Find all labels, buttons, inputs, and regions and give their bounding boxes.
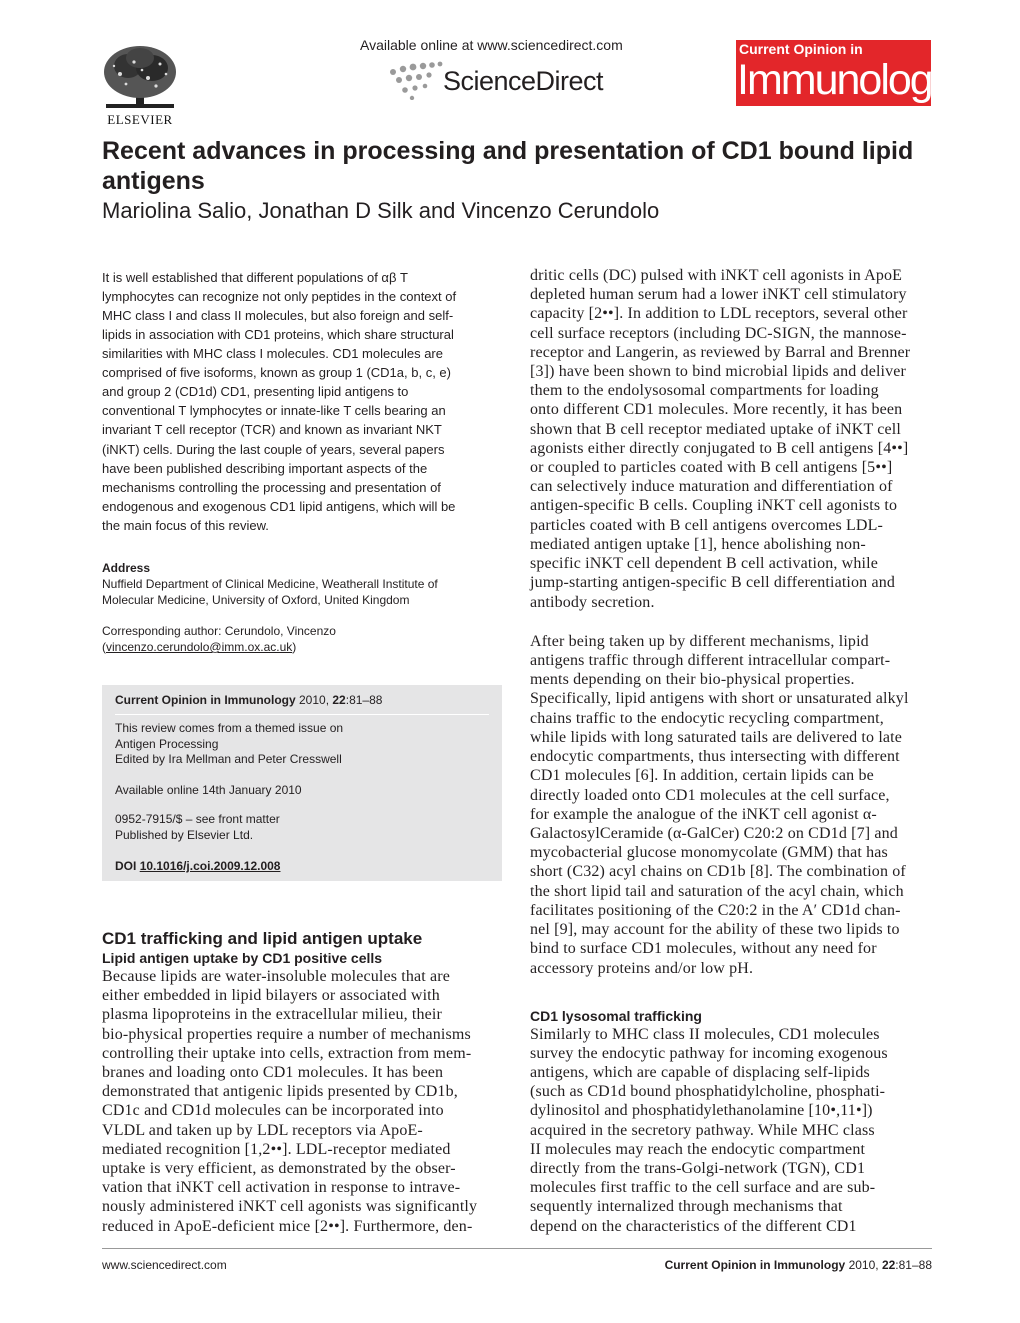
available-online-date: Available online 14th January 2010 <box>115 783 302 797</box>
body-line: CD1c and CD1d molecules can be incorporated into <box>102 1102 444 1119</box>
abstract-line: It is well established that different populations of αβ T <box>102 270 408 285</box>
email-paren: ) <box>292 640 297 654</box>
body-line: dritic cells (DC) pulsed with iNKT cell agonists in ApoE <box>530 267 903 284</box>
themed-issue-editors: Edited by Ira Mellman and Peter Cresswell <box>115 752 342 766</box>
themed-issue-line: This review comes from a themed issue on <box>115 721 344 735</box>
corresponding-author: Corresponding author: Cerundolo, Vincenzo <box>102 624 336 638</box>
body-line: short (C32) acyl chains on CD1b [8]. The combination of <box>530 863 906 880</box>
elsevier-logo <box>98 44 182 126</box>
section-heading: CD1 trafficking and lipid antigen uptake <box>102 929 423 948</box>
body-line: CD1 molecules [6]. In addition, certain lipids can be <box>530 767 874 784</box>
section-heading: CD1 lysosomal trafficking <box>530 1008 702 1024</box>
info-box-divider <box>115 714 489 715</box>
abstract-line: (iNKT) cells. During the last couple of years, several papers <box>102 442 445 457</box>
address-line: Nuffield Department of Clinical Medicine, Weatherall Institute of <box>102 577 438 591</box>
journal-badge-name: Immunology <box>737 56 952 104</box>
abstract-line: conventional T lymphocytes or innate-like T cells bearing an <box>102 403 446 418</box>
email-paren: ( <box>102 640 106 654</box>
address-line: Molecular Medicine, University of Oxford, United Kingdom <box>102 593 410 607</box>
body-line: capacity [2••]. In addition to LDL receptors, several other <box>530 305 908 322</box>
publisher-line: Published by Elsevier Ltd. <box>115 828 254 842</box>
body-line: dylinositol and phosphatidylethanolamine [10•,11•]) <box>530 1102 873 1119</box>
abstract-line: mechanisms controlling the processing and presentation of <box>102 480 441 495</box>
section-subheading: Lipid antigen uptake by CD1 positive cells <box>102 950 383 966</box>
body-line: jump-starting antigen-specific B cell differentiation and <box>530 574 896 591</box>
body-line: or coupled to particles coated with B cell antigens [5••] <box>530 459 893 476</box>
body-line: can selectively induce maturation and differentiation of <box>530 478 893 495</box>
body-line: antigen-specific B cells. Coupling iNKT cell agonists to <box>530 497 898 514</box>
citation-pages: :81–88 <box>345 693 383 707</box>
doi-link[interactable]: 10.1016/j.coi.2009.12.008 <box>139 859 281 873</box>
author-email-line <box>102 640 296 654</box>
body-line: After being taken up by different mechanisms, lipid <box>530 633 869 650</box>
citation-volume: 22 <box>332 693 346 707</box>
citation-journal: Current Opinion in Immunology <box>115 693 296 707</box>
abstract-line: similarities with MHC class I molecules. CD1 molecules are <box>102 346 443 361</box>
body-line: nel [9], may account for the ability of these two lipids to <box>530 921 900 938</box>
body-line: specific iNKT cell dependent B cell activation, while <box>530 555 878 572</box>
body-line: antigens, which are capable of displacing self-lipids <box>530 1064 870 1081</box>
body-line: sequently internalized through mechanisms that <box>530 1198 843 1215</box>
body-line: ments depending on their bio-physical properties. <box>530 671 855 688</box>
citation-line <box>115 693 382 707</box>
body-line: mycobacterial glucose monomycolate (GMM) that has <box>530 844 888 861</box>
body-line: II molecules may reach the endocytic compartment <box>530 1141 866 1158</box>
body-line: endocytic compartments, thus intersecting with different <box>530 748 900 765</box>
sciencedirect-dots-icon <box>385 60 445 100</box>
body-line: either embedded in lipid bilayers or associated with <box>102 987 440 1004</box>
address-heading: Address <box>102 561 151 575</box>
body-line: depleted human serum had a lower iNKT cell stimulatory <box>530 286 907 303</box>
body-line: them to the endolysosomal compartments for loading <box>530 382 879 399</box>
body-line: Specifically, lipid antigens with short or unsaturated alkyl <box>530 690 909 707</box>
abstract-line: comprised of five isoforms, known as group 1 (CD1a, b, c, e) <box>102 365 451 380</box>
journal-badge[interactable] <box>736 40 952 106</box>
abstract-line: lipids in association with CD1 proteins, which share structural <box>102 327 454 342</box>
footer-volume: 22 <box>881 1258 896 1272</box>
body-line: vation that iNKT cell activation in response to intrave- <box>102 1179 461 1196</box>
body-line: survey the endocytic pathway for incoming exogenous <box>530 1045 888 1062</box>
available-online-text: Available online at www.sciencedirect.com <box>360 37 623 53</box>
author-email-link[interactable]: vincenzo.cerundolo@imm.ox.ac.uk <box>106 640 293 654</box>
elsevier-tree-icon <box>100 44 180 110</box>
body-line: mediated antigen uptake [1], hence abolishing non- <box>530 536 866 553</box>
footer-pages: :81–88 <box>895 1258 932 1272</box>
body-line: demonstrated that antigenic lipids presented by CD1b, <box>102 1083 458 1100</box>
footer-website-link[interactable]: www.sciencedirect.com <box>102 1258 227 1272</box>
body-line: plasma lipoproteins in the extracellular milieu, their <box>102 1006 442 1023</box>
doi-label: DOI <box>115 859 137 873</box>
abstract-line: and group 2 (CD1d) CD1, presenting lipid antigens to <box>102 384 409 399</box>
body-line: receptor and Langerin, as reviewed by Barral and Brenner <box>530 344 911 361</box>
footer-year: 2010, <box>848 1258 879 1272</box>
body-line: cell surface receptors (including DC-SIGN, the mannose- <box>530 325 907 342</box>
body-line: agonists either directly conjugated to B cell antigens [4••] <box>530 440 909 457</box>
body-line: depend on the characteristics of the different CD1 <box>530 1218 857 1235</box>
abstract-line: endogenous and exogenous CD1 lipid antigens, which will be <box>102 499 456 514</box>
body-line: branes and loading onto CD1 molecules. It has been <box>102 1064 444 1081</box>
abstract-line: lymphocytes can recognize not only peptides in the context of <box>102 289 457 304</box>
footer-citation <box>665 1258 932 1272</box>
issn-line: 0952-7915/$ – see front matter <box>115 812 280 826</box>
body-line: molecules first traffic to the cell surface and are sub- <box>530 1179 876 1196</box>
body-line: facilitates positioning of the C20:2 in the A′ CD1d chan- <box>530 902 901 919</box>
citation-year: 2010, <box>299 693 330 707</box>
body-line: chains traffic to the endocytic recycling compartment, <box>530 710 884 727</box>
doi-line <box>115 859 280 873</box>
abstract-line: MHC class I and class II molecules, but also foreign and self- <box>102 308 454 323</box>
body-line: nously administered iNKT cell agonists was significantly <box>102 1198 478 1215</box>
body-line: antibody secretion. <box>530 594 655 611</box>
body-line: for example the analogue of the iNKT cell agonist α- <box>530 806 877 823</box>
body-line: reduced in ApoE-deficient mice [2••]. Furthermore, den- <box>102 1218 473 1235</box>
journal-badge-top: Current Opinion in <box>739 41 863 57</box>
body-line: bio-physical properties require a number of mechanisms <box>102 1026 471 1043</box>
abstract-line: invariant T cell receptor (TCR) and known as invariant NKT <box>102 422 442 437</box>
body-line: GalactosylCeramide (α-GalCer) C20:2 on CD1d [7] and <box>530 825 898 842</box>
sciencedirect-logo[interactable] <box>385 58 625 102</box>
body-line: directly from the trans-Golgi-network (TGN), CD1 <box>530 1160 866 1177</box>
article-info-box <box>102 685 502 881</box>
footer-journal: Current Opinion in Immunology <box>664 1258 846 1272</box>
body-line: acquired in the secretory pathway. While MHC class <box>530 1122 875 1139</box>
abstract-line: the main focus of this review. <box>102 518 269 533</box>
themed-issue-topic: Antigen Processing <box>115 737 219 751</box>
body-line: bind to surface CD1 molecules, without any need for <box>530 940 877 957</box>
body-line: the short lipid tail and saturation of the acyl chain, which <box>530 883 904 900</box>
article-title: Recent advances in processing and presentation of CD1 bound lipid antigens <box>102 137 914 195</box>
body-line: uptake is very efficient, as demonstrated by the obser- <box>102 1160 456 1177</box>
body-line: [3]) have been shown to bind microbial lipids and deliver <box>530 363 907 380</box>
body-line: shown that B cell receptor mediated uptake of iNKT cell <box>530 421 901 438</box>
body-line: Similarly to MHC class II molecules, CD1 molecules <box>530 1026 880 1043</box>
body-line: accessory proteins and/or low pH. <box>530 960 754 977</box>
footer-rule <box>102 1248 932 1249</box>
body-line: while lipids with long saturated tails are delivered to late <box>530 729 903 746</box>
body-line: controlling their uptake into cells, extraction from mem- <box>102 1045 472 1062</box>
body-line: antigens traffic through different intracellular compart- <box>530 652 891 669</box>
body-line: (such as CD1d bound phosphatidylcholine, phosphati- <box>530 1083 886 1100</box>
sciencedirect-wordmark: ScienceDirect <box>443 66 604 96</box>
body-line: VLDL and taken up by LDL receptors via ApoE- <box>102 1122 423 1139</box>
body-line: onto different CD1 molecules. More recently, it has been <box>530 401 903 418</box>
article-authors: Mariolina Salio, Jonathan D Silk and Vincenzo Cerundolo <box>102 198 660 223</box>
body-line: directly loaded onto CD1 molecules at the cell surface, <box>530 787 890 804</box>
body-line: mediated recognition [1,2••]. LDL-receptor mediated <box>102 1141 451 1158</box>
body-line: Because lipids are water-insoluble molecules that are <box>102 968 450 985</box>
elsevier-wordmark: ELSEVIER <box>107 112 173 127</box>
body-line: particles coated with B cell antigens overcomes LDL- <box>530 517 884 534</box>
abstract-line: have been published describing important aspects of the <box>102 461 428 476</box>
